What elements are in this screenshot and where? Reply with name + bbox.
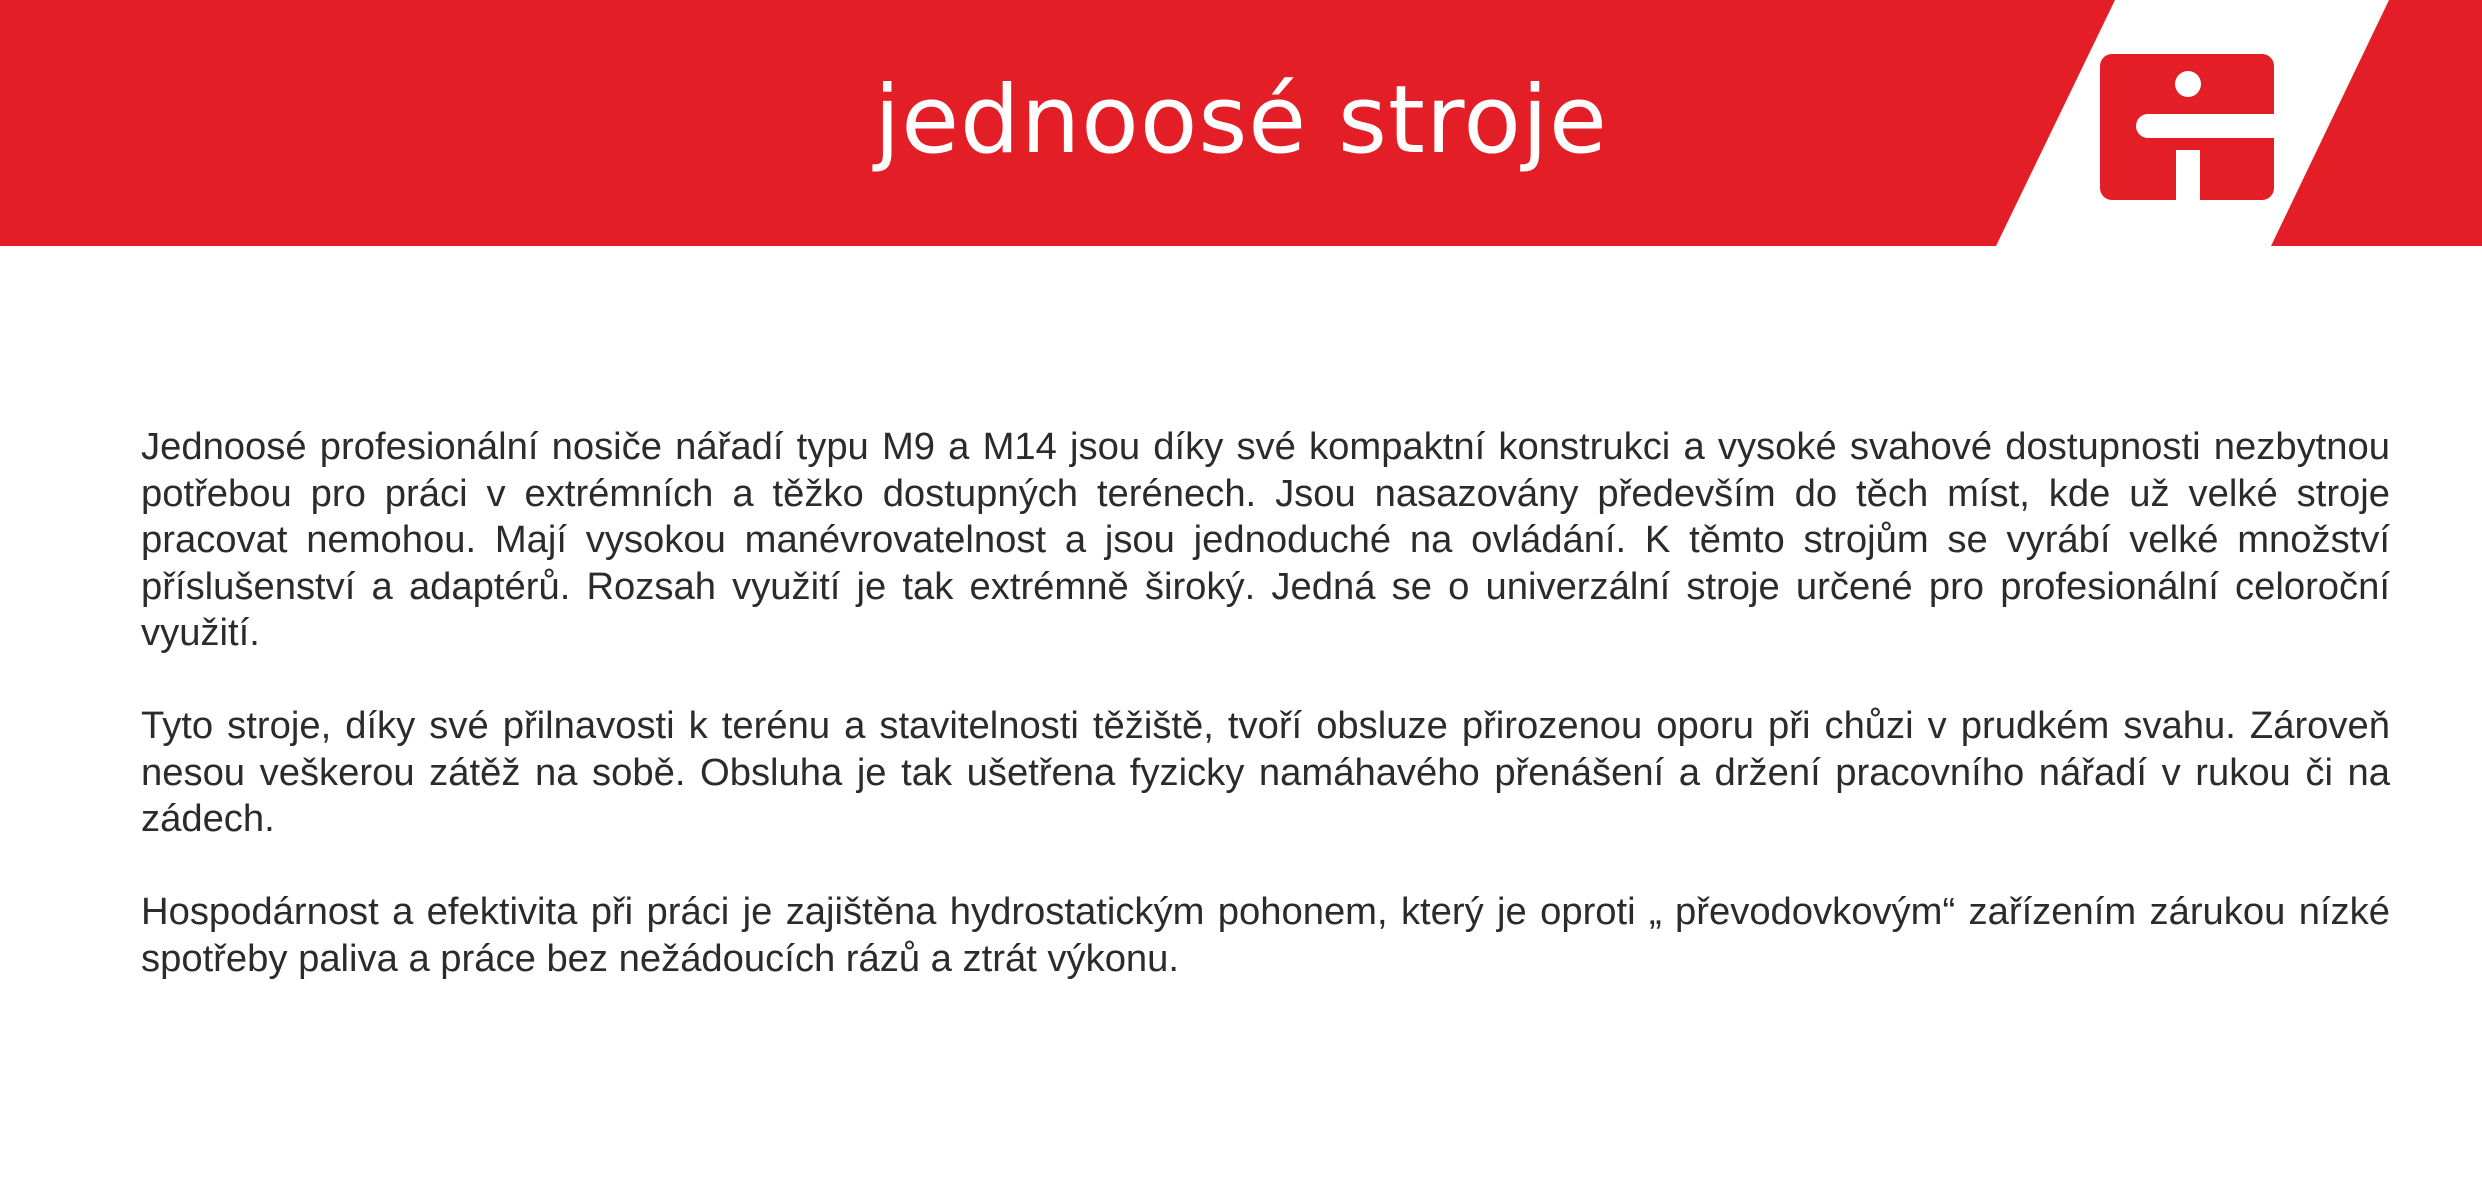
- paragraph-efficiency: Hospodárnost a efektivita při práci je zajištěna hydrostatickým pohonem, který je oproti „ převodovkovým“ zařízením zárukou nízké spotřeby paliva a práce bez nežádoucích rázů a ztrát výkonu.: [141, 890, 2390, 980]
- page-title: jednoosé stroje: [874, 65, 1608, 175]
- paragraph-terrain: Tyto stroje, díky své přilnavosti k terénu a stavitelnosti těžiště, tvoří obsluze přirozenou oporu při chůzi v prudkém svahu. Zároveň nesou veškerou zátěž na sobě. Obsluha je tak ušetřena fyzicky namáhavého přenášení a držení pracovního nářadí v rukou či na zádech.: [141, 704, 2390, 840]
- paragraph-intro: Jednoosé profesionální nosiče nářadí typu M9 a M14 jsou díky své kompaktní konstrukci a vysoké svahové dostupnosti nezbytnou potřebou pro práci v extrémních a těžko dostupných terénech. Jsou nasazovány především do těch míst, kde už velké stroje pracovat nemohou. Mají vysokou manévrovatelnost a jsou jednoduché na ovládání. K těmto strojům se vyrábí velké množství příslušenství a adaptérů. Rozsah využití je tak extrémně široký. Jedná se o univerzální stroje určené pro profesionální celoroční využití.: [141, 425, 2390, 654]
- header-banner: [0, 0, 2482, 246]
- description-text: [141, 424, 2390, 982]
